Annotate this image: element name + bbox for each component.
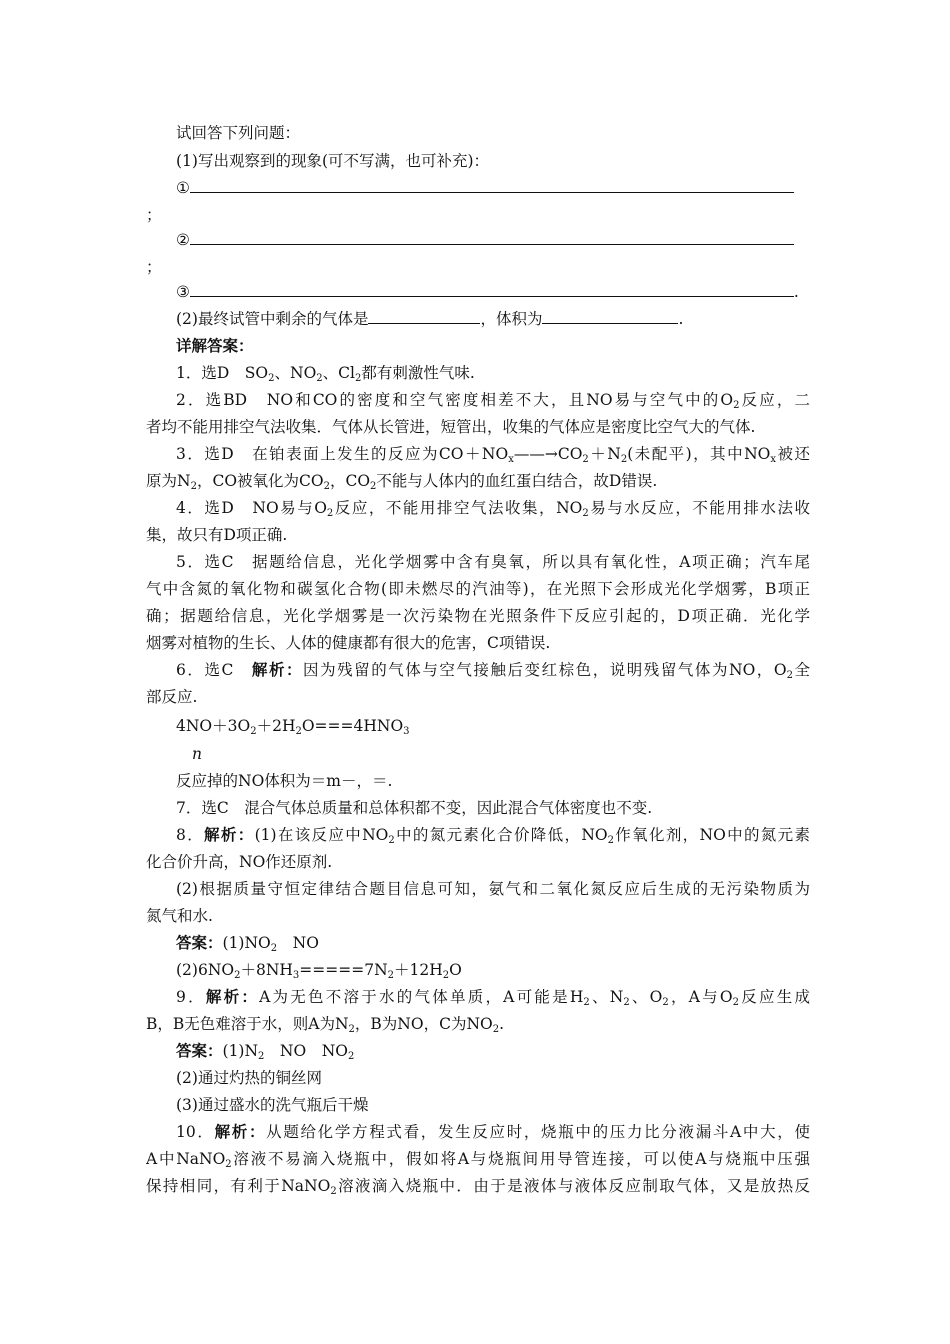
- semicolon-1: ；: [146, 206, 162, 224]
- answer-5-line-3: 确；据题给信息，光化学烟雾是一次污染物在光照条件下反应引起的，D项正确．光化学: [146, 607, 810, 625]
- fill-blank[interactable]: [190, 178, 794, 193]
- answer-1: 1．选D $SO_2$、$NO_2$、$Cl_2$都有刺激性气味.: [176, 364, 475, 383]
- answer-9-final-1: 答案：$(1)N_2$ NO $NO_2$: [176, 1041, 355, 1061]
- answer-6-variable-n: n: [192, 745, 202, 763]
- fill-blank-volume[interactable]: [542, 309, 678, 324]
- question-1: (1)写出观察到的现象(可不写满，也可补充)：: [176, 152, 490, 170]
- answers-heading: 详解答案：: [176, 336, 254, 355]
- answer-4-line-1: 4．选D NO易与$O_2$反应，不能用排空气法收集，$NO_2$易与水反应，不能用排水法收: [176, 499, 810, 518]
- answer-6-line-3: 反应掉的NO体积为＝m－，＝.: [176, 772, 393, 790]
- answer-10-line-2: A中NaNO$_2$溶液不易滴入烧瓶中，假如将A与烧瓶间用导管连接，可以使A与烧瓶中压强: [146, 1150, 810, 1169]
- answer-8-line-1: 8．解析：(1)在该反应中$NO_2$中的氮元素化合价降低，$NO_2$作氧化剂，NO中的氮元素: [176, 825, 810, 845]
- answer-3-line-1: 3．选D 在铂表面上发生的反应为$CO+NO_x——\to CO_2+N_2$(未配平)，其中$NO_x$被还: [176, 445, 810, 464]
- answer-9-final-3: (3)通过盛水的洗气瓶后干燥: [176, 1096, 369, 1114]
- answer-5-line-4: 烟雾对植物的生长、人体的健康都有很大的危害，C项错误.: [146, 634, 551, 652]
- intro-text: 试回答下列问题：: [176, 124, 301, 142]
- answer-4-line-2: 集，故只有D项正确.: [146, 526, 288, 544]
- fill-blank-gas[interactable]: [368, 309, 480, 324]
- answer-5-line-2: 气中含氮的氧化物和碳氢化合物(即未燃尽的汽油等)，在光照下会形成光化学烟雾，B项正: [146, 580, 810, 598]
- answer-8-line-2: 化合价升高，NO作还原剂.: [146, 853, 333, 871]
- answer-2-line-1: 2．选BD NO和CO的密度和空气密度相差不大，且NO易与空气中的$O_2$反应，二: [176, 391, 810, 410]
- answer-blank-1: ①: [176, 178, 810, 198]
- answer-9-final-2: (2)通过灼热的铜丝网: [176, 1069, 322, 1087]
- answer-blank-2: ②: [176, 230, 810, 250]
- answer-9-line-2: B，B无色难溶于水，则A为$N_2$，B为NO，C为$NO_2$.: [146, 1015, 505, 1034]
- semicolon-2: ；: [146, 258, 162, 276]
- answer-10-line-3: 保持相同，有利于NaNO$_2$溶液滴入烧瓶中．由于是液体与液体反应制取气体，又是放热反: [146, 1177, 810, 1196]
- answer-10-line-1: 10．解析：从题给化学方程式看，发生反应时，烧瓶中的压力比分液漏斗A中大，使: [176, 1122, 810, 1141]
- answer-6-line-2: 部反应.: [146, 688, 198, 706]
- answer-8-line-4: 氮气和水.: [146, 907, 213, 925]
- answer-3-line-2: 原为$N_2$，CO被氧化为$CO_2$，$CO_2$不能与人体内的血红蛋白结合，故D错误.: [146, 472, 658, 491]
- answer-5-line-1: 5．选C 据题给信息，光化学烟雾中含有臭氧，所以具有氧化性，A项正确；汽车尾: [176, 553, 810, 571]
- answer-blank-3: ③ .: [176, 283, 799, 301]
- answer-8-final-1: 答案：$(1)NO_2$ NO: [176, 933, 319, 953]
- answer-6-equation: $4NO+3O_2+2H_2O===4HNO_3$: [176, 717, 410, 736]
- fill-blank[interactable]: [190, 282, 794, 297]
- answer-7: 7．选C 混合气体总质量和总体积都不变，因此混合气体密度也不变.: [176, 799, 653, 817]
- answer-8-final-2: $(2)6NO_2+8NH_3=====7N_2+12H_2O$: [176, 961, 462, 980]
- answer-8-line-3: (2)根据质量守恒定律结合题目信息可知，氨气和二氧化氮反应后生成的无污染物质为: [176, 880, 810, 898]
- answer-9-line-1: 9．解析：A为无色不溶于水的气体单质，A可能是$H_2$、$N_2$、$O_2$，A与$O_2$反应生成: [176, 987, 810, 1007]
- answer-2-line-2: 者均不能用排空气法收集．气体从长管进，短管出，收集的气体应是密度比空气大的气体.: [146, 418, 756, 436]
- question-2: (2)最终试管中剩余的气体是 ，体积为 .: [176, 310, 684, 328]
- fill-blank[interactable]: [190, 230, 794, 245]
- answer-6-line-1: 6．选C 解析：因为残留的气体与空气接触后变红棕色，说明残留气体为NO，$O_2$全: [176, 660, 810, 680]
